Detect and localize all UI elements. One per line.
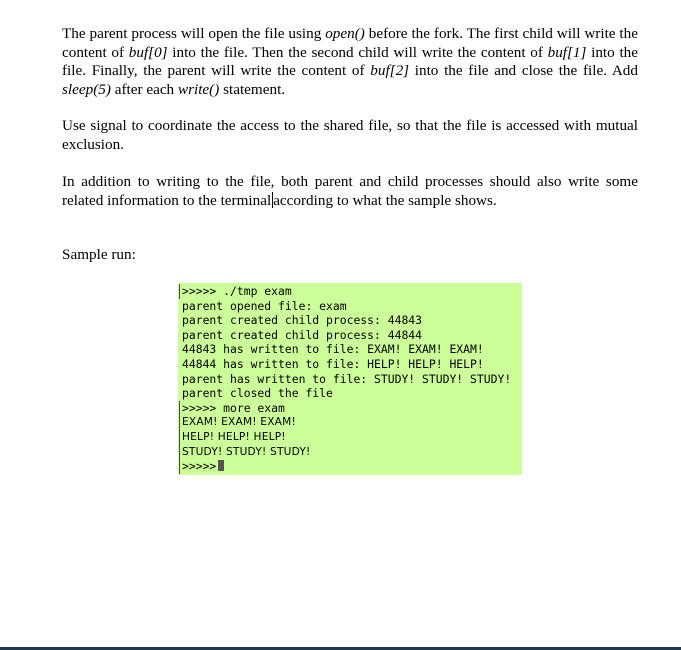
p1-text-e: into the file and close the file. Add xyxy=(409,62,638,79)
sample-run-heading xyxy=(62,246,638,265)
terminal-line: parent created child process: 44844 xyxy=(182,327,423,342)
buf1-ref: buf[1] xyxy=(547,43,587,61)
p3-text-after: according to what the sample shows. xyxy=(273,191,497,209)
p1-text-c: into the file. Then the second child will write the content of xyxy=(167,43,548,61)
p1-text-f: after each xyxy=(110,80,178,98)
terminal-line: STUDY! STUDY! STUDY! xyxy=(178,445,522,460)
p2-text: Use signal to coordinate the access to the shared file, so that the file is accessed with mutual exclusion. xyxy=(62,117,638,153)
terminal-line: parent created child process: 44843 xyxy=(182,313,423,328)
terminal-line: 44843 has written to file: EXAM! EXAM! EXAM! xyxy=(182,342,484,357)
terminal-line: >>>>> more exam xyxy=(178,401,522,416)
sleep-call: sleep(5) xyxy=(62,80,111,98)
paragraph-instructions-fork xyxy=(62,25,638,99)
p1-text-d: into the file. Finally, the parent will write the content of xyxy=(62,43,638,79)
terminal-line: HELP! HELP! HELP! xyxy=(178,430,522,445)
terminal-line: parent opened file: exam xyxy=(182,298,347,313)
open-call: open() xyxy=(325,25,365,42)
terminal-prompt-line xyxy=(178,459,522,474)
terminal-line: 44844 has written to file: HELP! HELP! HELP! xyxy=(182,356,484,371)
terminal-cursor-icon xyxy=(218,460,224,471)
terminal-line: parent has written to file: STUDY! STUDY! STUDY! xyxy=(182,371,512,386)
sample-heading-text: Sample run: xyxy=(62,246,136,263)
p1-text-g: statement. xyxy=(219,80,286,98)
terminal-line: EXAM! EXAM! EXAM! xyxy=(178,415,522,430)
p3-text-before: In addition to writing to the file, both parent and child processes should also write some related information to the terminal xyxy=(62,173,638,209)
paragraph-terminal-output[interactable] xyxy=(62,173,638,210)
paragraph-signal-instructions xyxy=(62,117,638,154)
buf0-ref: buf[0] xyxy=(128,43,168,61)
p1-text-a: The parent process will open the file using xyxy=(62,25,326,42)
terminal-sample-output xyxy=(178,283,522,475)
terminal-prompt: >>>>> xyxy=(182,459,217,474)
terminal-line: >>>>> ./tmp exam xyxy=(178,284,522,299)
buf2-ref: buf[2] xyxy=(370,62,410,79)
write-call: write() xyxy=(177,80,220,98)
p1-text-b: before the fork. The first child will write the content of xyxy=(62,25,638,61)
terminal-line: parent closed the file xyxy=(182,386,333,401)
